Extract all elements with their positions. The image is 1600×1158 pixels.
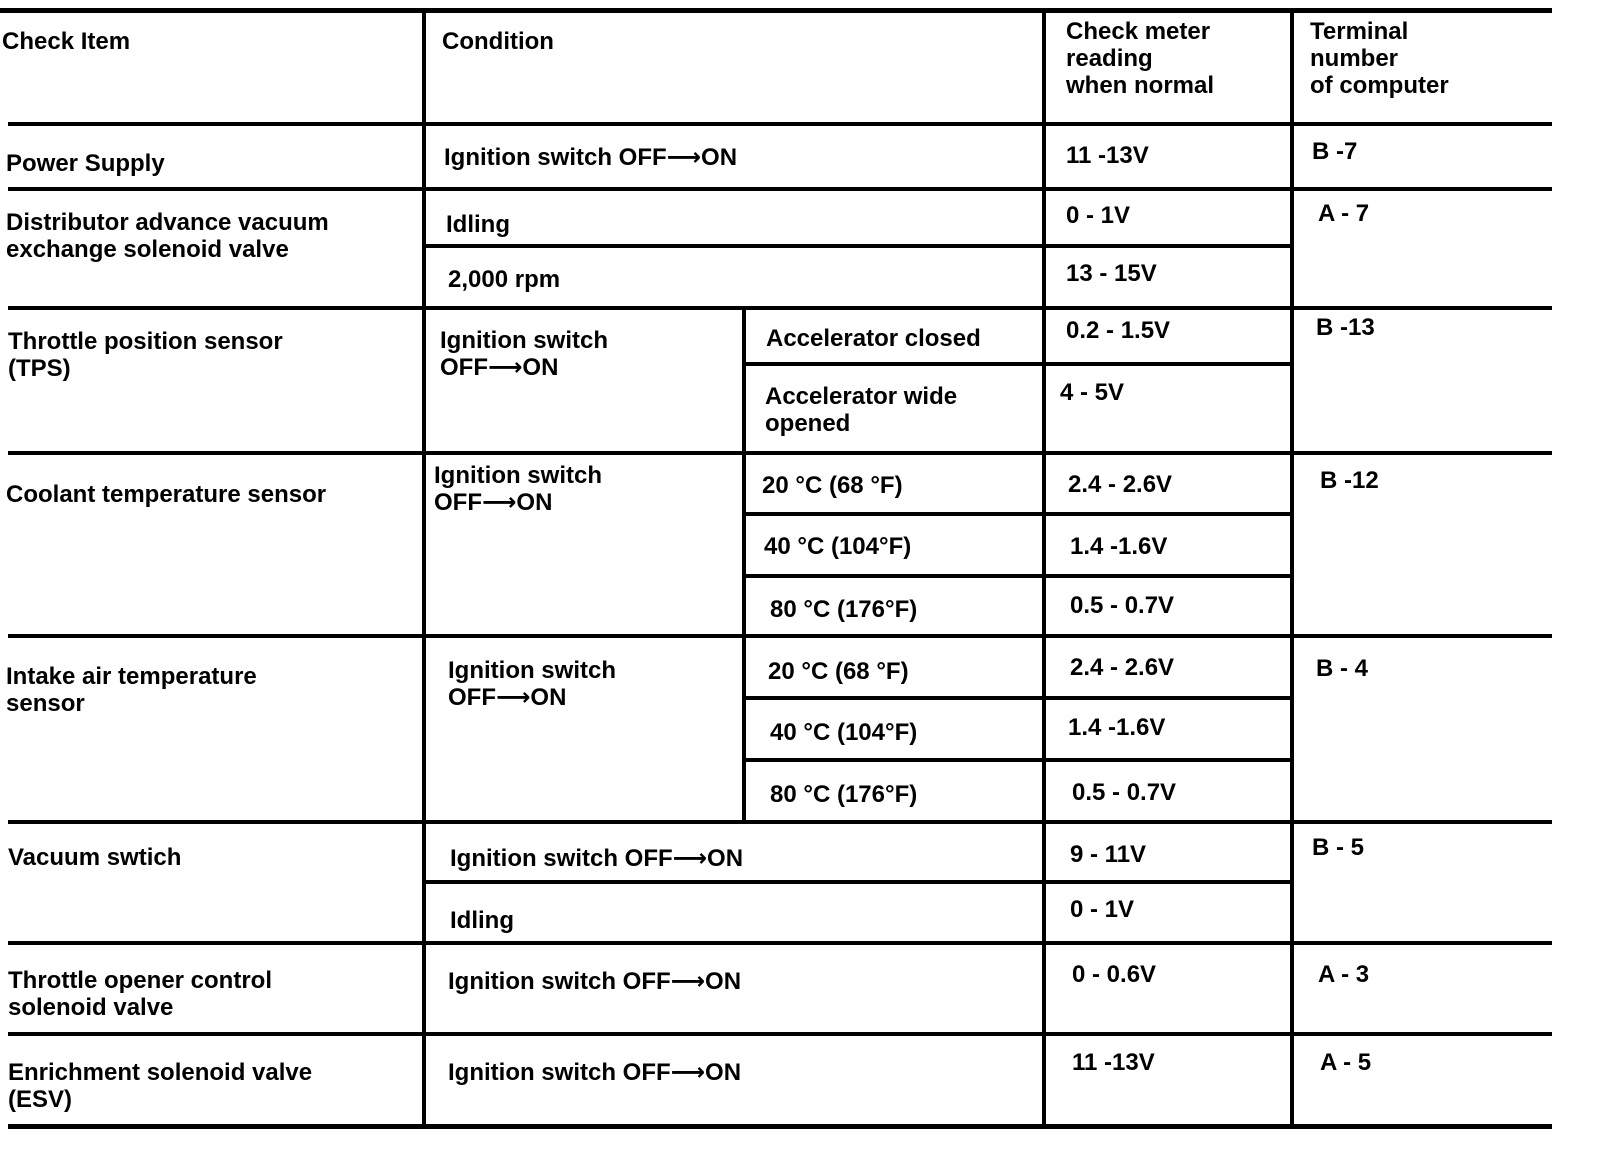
header-meter-reading: Check meter reading when normal [1066,18,1215,99]
reading-cell: 0.5 - 0.7V [1072,779,1177,806]
reading-cell: 1.4 -1.6V [1070,533,1168,560]
rule-row [8,634,1552,638]
rule-col-subcondition [742,306,746,822]
condition-cell: Ignition switch OFF⟶ON [448,657,616,711]
terminal-cell: B - 5 [1312,834,1365,861]
item-enrichment-solenoid-valve: Enrichment solenoid valve (ESV) [8,1059,313,1113]
subcondition-cell: 80 °C (176°F) [770,596,918,623]
terminal-cell: B - 4 [1316,655,1369,682]
rule-sub [744,696,1294,700]
reading-cell: 0 - 0.6V [1072,961,1157,988]
rule-sub [744,758,1294,762]
item-intake-air-temperature-sensor: Intake air temperature sensor [6,663,257,717]
condition-cell: Idling [450,907,514,934]
subcondition-cell: 40 °C (104°F) [770,719,918,746]
header-condition: Condition [442,28,554,55]
rule-col-terminal [1290,10,1294,1128]
subcondition-cell: 20 °C (68 °F) [768,658,909,685]
reading-cell: 11 -13V [1066,142,1149,169]
rule-row [8,187,1552,191]
terminal-cell: B -12 [1320,467,1379,494]
item-distributor-solenoid: Distributor advance vacuum exchange solenoid valve [6,209,329,263]
rule-col-condition [422,10,426,1128]
rule-sub [426,880,1294,884]
reading-cell: 1.4 -1.6V [1068,714,1166,741]
rule-sub [744,512,1294,516]
rule-col-reading [1042,10,1046,1128]
reading-cell: 0 - 1V [1070,896,1135,923]
reading-cell: 0.2 - 1.5V [1066,317,1171,344]
reading-cell: 9 - 11V [1070,841,1147,868]
header-terminal: Terminal number of computer [1310,18,1449,99]
condition-cell: Ignition switch OFF⟶ON [444,144,738,171]
reading-cell: 13 - 15V [1066,260,1157,287]
rule-sub [744,574,1294,578]
reading-cell: 2.4 - 2.6V [1070,654,1175,681]
item-vacuum-switch: Vacuum swtich [8,844,182,871]
rule-row [8,820,1552,824]
rule-top [0,8,1552,13]
condition-cell: Idling [446,211,510,238]
rule-bottom [8,1124,1552,1129]
rule-row [8,306,1552,310]
condition-cell: Ignition switch OFF⟶ON [448,968,742,995]
rule-header-bottom [8,122,1552,126]
subcondition-cell: Accelerator closed [766,325,981,352]
item-power-supply: Power Supply [6,150,165,177]
subcondition-cell: 80 °C (176°F) [770,781,918,808]
reading-cell: 0 - 1V [1066,202,1131,229]
subcondition-cell: Accelerator wide opened [765,383,958,437]
terminal-cell: B -7 [1312,138,1358,165]
terminal-cell: A - 3 [1318,961,1370,988]
rule-row [8,1032,1552,1036]
condition-cell: 2,000 rpm [448,266,561,293]
condition-cell: Ignition switch OFF⟶ON [448,1059,742,1086]
terminal-cell: A - 7 [1318,200,1370,227]
item-coolant-temperature-sensor: Coolant temperature sensor [6,481,327,508]
subcondition-cell: 20 °C (68 °F) [762,472,903,499]
rule-row [8,451,1552,455]
condition-cell: Ignition switch OFF⟶ON [434,462,602,516]
header-check-item: Check Item [2,28,131,55]
subcondition-cell: 40 °C (104°F) [764,533,912,560]
reading-cell: 0.5 - 0.7V [1070,592,1175,619]
reading-cell: 4 - 5V [1060,379,1125,406]
terminal-cell: A - 5 [1320,1049,1372,1076]
condition-cell: Ignition switch OFF⟶ON [440,327,608,381]
rule-sub [744,362,1294,366]
item-throttle-position-sensor: Throttle position sensor (TPS) [8,328,283,382]
rule-sub [424,244,1294,248]
terminal-cell: B -13 [1316,314,1375,341]
item-throttle-opener-solenoid: Throttle opener control solenoid valve [8,967,272,1021]
rule-row [8,941,1552,945]
reading-cell: 11 -13V [1072,1049,1155,1076]
reading-cell: 2.4 - 2.6V [1068,471,1173,498]
condition-cell: Ignition switch OFF⟶ON [450,845,744,872]
